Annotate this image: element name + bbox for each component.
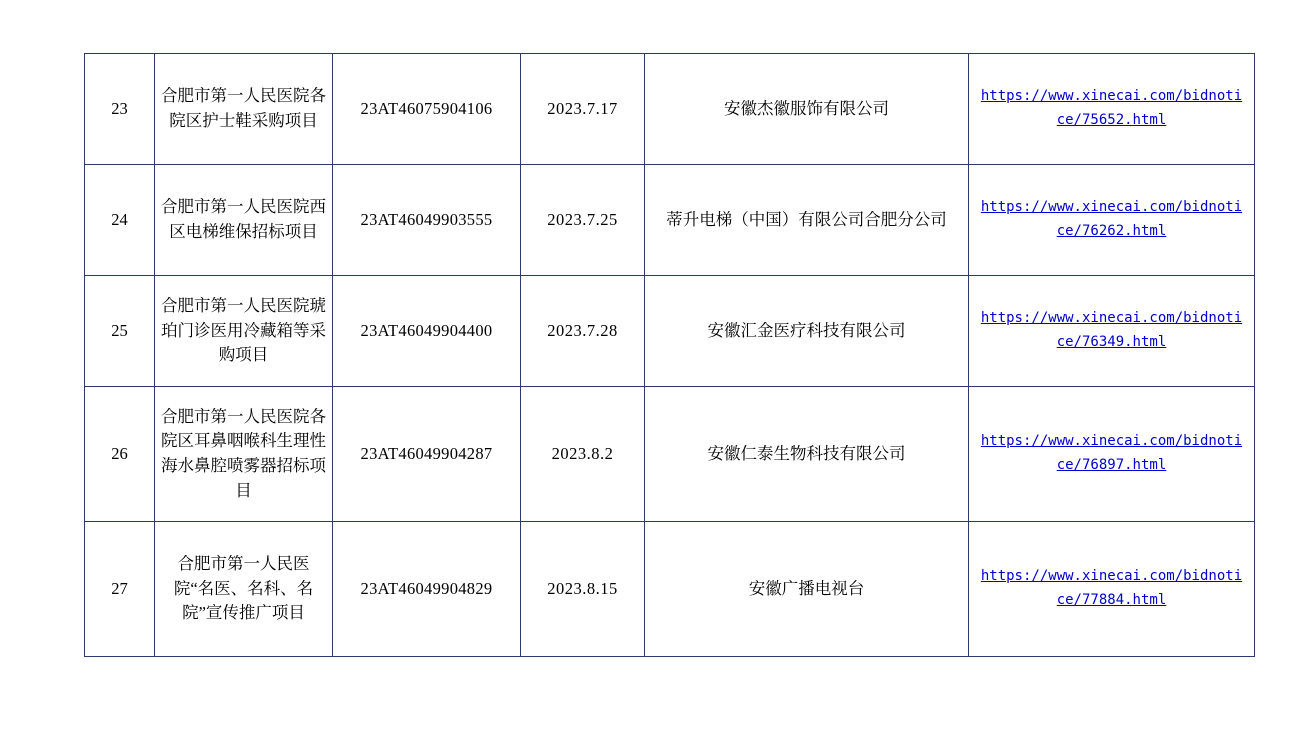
row-winning-org: 蒂升电梯（中国）有限公司合肥分公司	[645, 165, 969, 276]
row-link-cell	[969, 522, 1255, 657]
row-date: 2023.8.15	[521, 522, 645, 657]
notice-link[interactable]: https://www.xinecai.com/bidnotice/76349.html	[980, 310, 1243, 350]
row-project-code: 23AT46049904829	[333, 522, 521, 657]
row-project-title: 合肥市第一人民医院西区电梯维保招标项目	[155, 165, 333, 276]
notice-link[interactable]: https://www.xinecai.com/bidnotice/75652.html	[980, 88, 1243, 128]
notice-link[interactable]: https://www.xinecai.com/bidnotice/76262.html	[980, 199, 1243, 239]
table-row	[85, 387, 1255, 522]
table-row	[85, 54, 1255, 165]
table-row	[85, 165, 1255, 276]
row-project-title: 合肥市第一人民医院各院区耳鼻咽喉科生理性海水鼻腔喷雾器招标项目	[155, 387, 333, 522]
row-link-cell	[969, 165, 1255, 276]
row-project-title: 合肥市第一人民医院琥珀门诊医用冷藏箱等采购项目	[155, 276, 333, 387]
notice-link[interactable]: https://www.xinecai.com/bidnotice/77884.html	[980, 568, 1243, 608]
row-project-code: 23AT46049904287	[333, 387, 521, 522]
table-row	[85, 276, 1255, 387]
row-date: 2023.8.2	[521, 387, 645, 522]
row-date: 2023.7.25	[521, 165, 645, 276]
row-project-title: 合肥市第一人民医院各院区护士鞋采购项目	[155, 54, 333, 165]
row-index: 26	[85, 387, 155, 522]
row-index: 27	[85, 522, 155, 657]
row-link-cell	[969, 276, 1255, 387]
row-project-code: 23AT46049903555	[333, 165, 521, 276]
row-winning-org: 安徽仁泰生物科技有限公司	[645, 387, 969, 522]
bid-results-table-container	[84, 53, 1254, 657]
notice-link[interactable]: https://www.xinecai.com/bidnotice/76897.html	[980, 433, 1243, 473]
row-date: 2023.7.17	[521, 54, 645, 165]
row-link-cell	[969, 387, 1255, 522]
row-winning-org: 安徽广播电视台	[645, 522, 969, 657]
row-index: 24	[85, 165, 155, 276]
row-winning-org: 安徽汇金医疗科技有限公司	[645, 276, 969, 387]
row-index: 25	[85, 276, 155, 387]
row-link-cell	[969, 54, 1255, 165]
row-date: 2023.7.28	[521, 276, 645, 387]
row-winning-org: 安徽杰徽服饰有限公司	[645, 54, 969, 165]
row-project-title: 合肥市第一人民医院“名医、名科、名院”宣传推广项目	[155, 522, 333, 657]
table-row	[85, 522, 1255, 657]
bid-results-table	[84, 53, 1255, 657]
row-project-code: 23AT46075904106	[333, 54, 521, 165]
row-index: 23	[85, 54, 155, 165]
row-project-code: 23AT46049904400	[333, 276, 521, 387]
